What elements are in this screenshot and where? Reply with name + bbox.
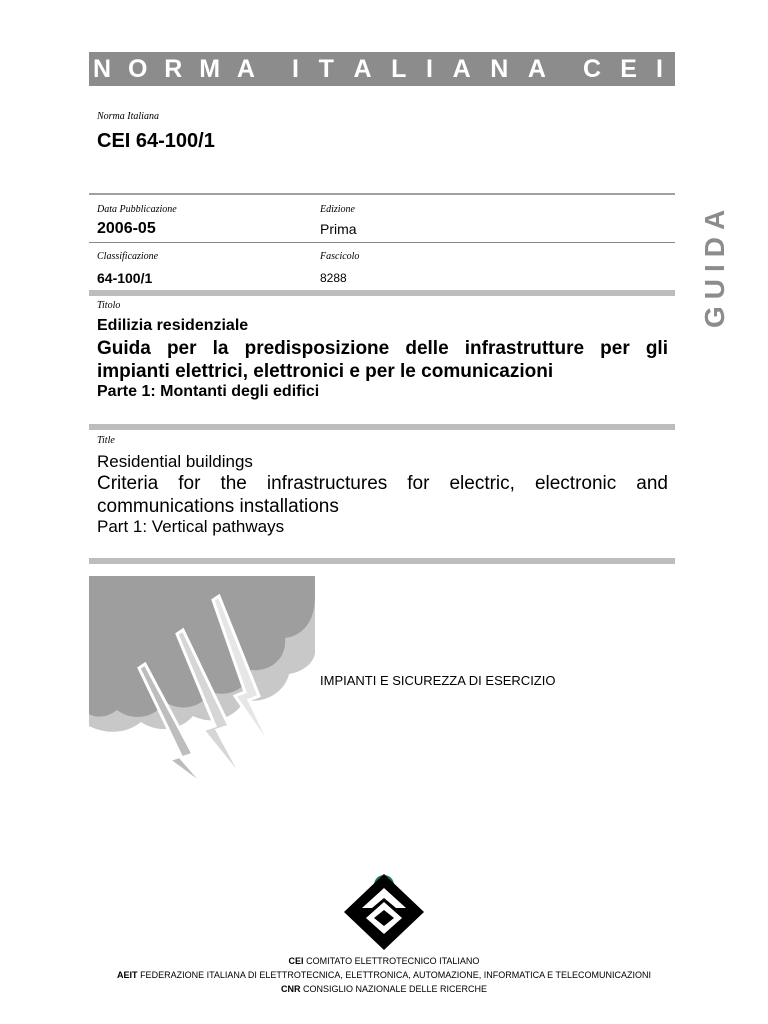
title-line2: Criteria for the infrastructures for electric, electronic and communications installations	[97, 473, 668, 517]
titolo-line3: Parte 1: Montanti degli edifici	[97, 383, 320, 400]
guida-text: GUIDA	[699, 202, 730, 328]
lightning-cloud-graphic	[89, 576, 315, 788]
titolo-line2: Guida per la predisposizione delle infrastrutture per gli impianti elettrici, elettronici e per le comunicazioni	[97, 338, 668, 382]
banner-letter: R	[164, 55, 183, 83]
banner-word-cei	[583, 52, 663, 86]
footer-text: CONSIGLIO NAZIONALE DELLE RICERCHE	[302, 984, 488, 994]
pub-date-label: Data Pubblicazione	[97, 204, 177, 215]
banner-letter: N	[490, 55, 509, 83]
footer-abbr: CNR	[280, 984, 301, 994]
banner-letter: C	[583, 55, 602, 83]
fascicolo-value: 8288	[320, 271, 347, 285]
banner-letter: I	[292, 55, 299, 83]
norma-italiana-cei-banner	[89, 52, 675, 86]
banner-letter: N	[93, 55, 112, 83]
category-label: IMPIANTI E SICUREZZA DI ESERCIZIO	[320, 673, 556, 688]
title-label: Title	[97, 435, 115, 446]
titolo-label: Titolo	[97, 300, 121, 311]
edition-value: Prima	[320, 221, 357, 237]
footer-cnr	[0, 984, 768, 994]
titolo-line1: Edilizia residenziale	[97, 317, 249, 334]
cei-logo	[340, 872, 430, 952]
divider	[89, 193, 675, 195]
banner-word-italiana	[292, 52, 546, 86]
footer-abbr: AEIT	[117, 970, 138, 980]
divider	[89, 290, 675, 296]
banner-letter: A	[452, 55, 471, 83]
title-line1: Residential buildings	[97, 452, 253, 471]
guida-side-label	[698, 200, 732, 330]
banner-letter: T	[318, 55, 334, 83]
banner-letter: I	[656, 55, 663, 83]
banner-letter: L	[391, 55, 407, 83]
banner-letter: A	[527, 55, 546, 83]
footer-aeit	[0, 970, 768, 980]
norma-italiana-label: Norma Italiana	[97, 111, 159, 122]
divider	[89, 558, 675, 564]
standard-code: CEI 64-100/1	[97, 130, 215, 152]
banner-word-norma	[93, 52, 255, 86]
divider	[89, 424, 675, 430]
footer-abbr: CEI	[288, 956, 304, 966]
fascicolo-label: Fascicolo	[320, 251, 360, 262]
edition-label: Edizione	[320, 204, 355, 215]
footer-text: FEDERAZIONE ITALIANA DI ELETTROTECNICA, ELETTRONICA, AUTOMAZIONE, INFORMATICA E TELECOMUNICAZIONI	[140, 970, 651, 980]
footer-cei	[0, 956, 768, 966]
classification-value: 64-100/1	[97, 270, 153, 286]
banner-letter: M	[199, 55, 221, 83]
banner-letter: A	[236, 55, 255, 83]
banner-letter: I	[426, 55, 433, 83]
banner-letter: E	[620, 55, 637, 83]
footer-text: COMITATO ELETTROTECNICO ITALIANO	[306, 956, 480, 966]
pub-date-value: 2006-05	[97, 220, 156, 237]
banner-letter: O	[127, 55, 148, 83]
divider	[89, 242, 675, 243]
title-line3: Part 1: Vertical pathways	[97, 517, 285, 536]
banner-letter: A	[353, 55, 372, 83]
classification-label: Classificazione	[97, 251, 159, 262]
